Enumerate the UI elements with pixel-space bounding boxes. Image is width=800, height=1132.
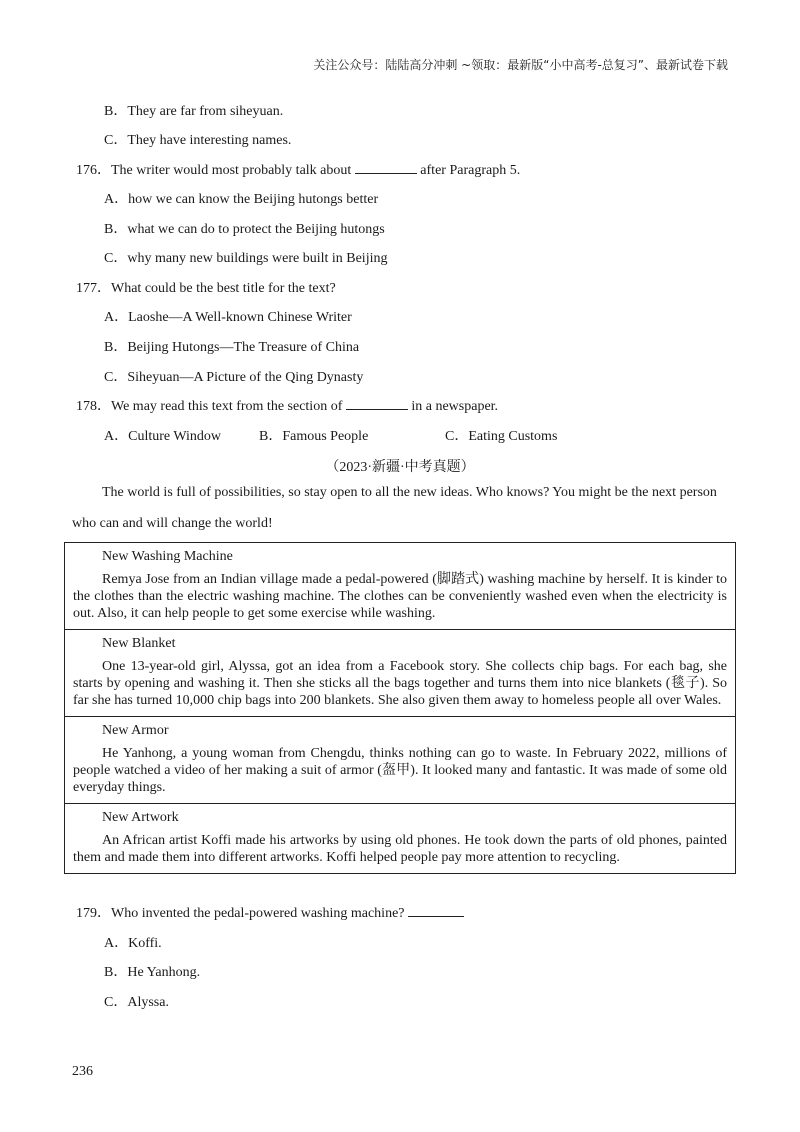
card-body: An African artist Koffi made his artworks by using old phones. He took down the parts of old phones, painted them and made them into different artworks. Koffi helped people pay more attention to recycling. bbox=[73, 833, 727, 865]
q176-option-a: A．how we can know the Beijing hutongs better bbox=[104, 192, 379, 207]
card-armor bbox=[65, 717, 735, 804]
card-title: New Washing Machine bbox=[102, 549, 233, 564]
card-body: One 13-year-old girl, Alyssa, got an idea from a Facebook story. She collects chip bags. For each bag, she starts by opening and washing it. Then she sticks all the bags together and turns them into nice blankets (毯子). So far she has turned 10,000 chip bags into 200 blankets. She also given them away to homeless people all over Wales. bbox=[73, 659, 727, 708]
q176-option-b: B．what we can do to protect the Beijing hutongs bbox=[104, 222, 385, 237]
q178-stem-before: 178．We may read this text from the section of bbox=[76, 399, 343, 414]
q179-option-b: B．He Yanhong. bbox=[104, 965, 201, 980]
page-header: 关注公众号：陆陆高分冲刺 ~领取：最新版“小中高考-总复习”、最新试卷下载 bbox=[313, 58, 728, 72]
q179-stem bbox=[76, 902, 464, 922]
q179-option-a: A．Koffi. bbox=[104, 936, 162, 951]
card-artwork bbox=[65, 804, 735, 873]
source-note: （2023·新疆·中考真题） bbox=[325, 460, 475, 475]
intro-paragraph: The world is full of possibilities, so stay open to all the new ideas. Who knows? You might be the next person who can and will change the world! bbox=[72, 485, 717, 531]
q178-option-b: B．Famous People bbox=[259, 429, 369, 444]
q179-stem-text: 179．Who invented the pedal-powered washing machine? bbox=[76, 906, 405, 921]
card-body: He Yanhong, a young woman from Chengdu, thinks nothing can go to waste. In February 2022, millions of people watched a video of her making a suit of armor (盔甲). It looked many and fantastic. It was made of some old everyday things. bbox=[73, 746, 727, 795]
q178-stem-after: in a newspaper. bbox=[411, 399, 499, 414]
info-table bbox=[64, 542, 736, 874]
q178-option-c: C．Eating Customs bbox=[445, 429, 558, 444]
q176-stem-before: 176．The writer would most probably talk about bbox=[76, 163, 352, 178]
page-number: 236 bbox=[72, 1064, 93, 1079]
q176-answer-blank[interactable] bbox=[355, 160, 417, 174]
card-title: New Artwork bbox=[102, 810, 179, 825]
card-body: Remya Jose from an Indian village made a pedal-powered (脚踏式) washing machine by herself. It is kinder to the clothes than the electric washing machine. The clothes can be conveniently washed even when the electricity is out. Also, it can help people to get some exercise while washing. bbox=[73, 572, 727, 621]
card-washing-machine bbox=[65, 543, 735, 630]
q179-answer-blank[interactable] bbox=[408, 903, 464, 917]
q176-stem-after: after Paragraph 5. bbox=[420, 163, 521, 178]
q178-option-a: A．Culture Window bbox=[104, 429, 222, 444]
q177-option-c: C．Siheyuan—A Picture of the Qing Dynasty bbox=[104, 370, 364, 385]
q176-option-c: C．why many new buildings were built in Beijing bbox=[104, 251, 388, 266]
q176-stem bbox=[76, 159, 520, 179]
q177-option-a: A．Laoshe—A Well-known Chinese Writer bbox=[104, 310, 352, 325]
card-title: New Blanket bbox=[102, 636, 176, 651]
q177-stem: 177．What could be the best title for the text? bbox=[76, 281, 336, 296]
q178-stem bbox=[76, 395, 498, 415]
card-blanket bbox=[65, 630, 735, 717]
q175-option-c: C．They have interesting names. bbox=[104, 133, 292, 148]
card-title: New Armor bbox=[102, 723, 169, 738]
q179-option-c: C．Alyssa. bbox=[104, 995, 169, 1010]
q178-answer-blank[interactable] bbox=[346, 396, 408, 410]
q177-option-b: B．Beijing Hutongs—The Treasure of China bbox=[104, 340, 360, 355]
q175-option-b: B．They are far from siheyuan. bbox=[104, 104, 284, 119]
